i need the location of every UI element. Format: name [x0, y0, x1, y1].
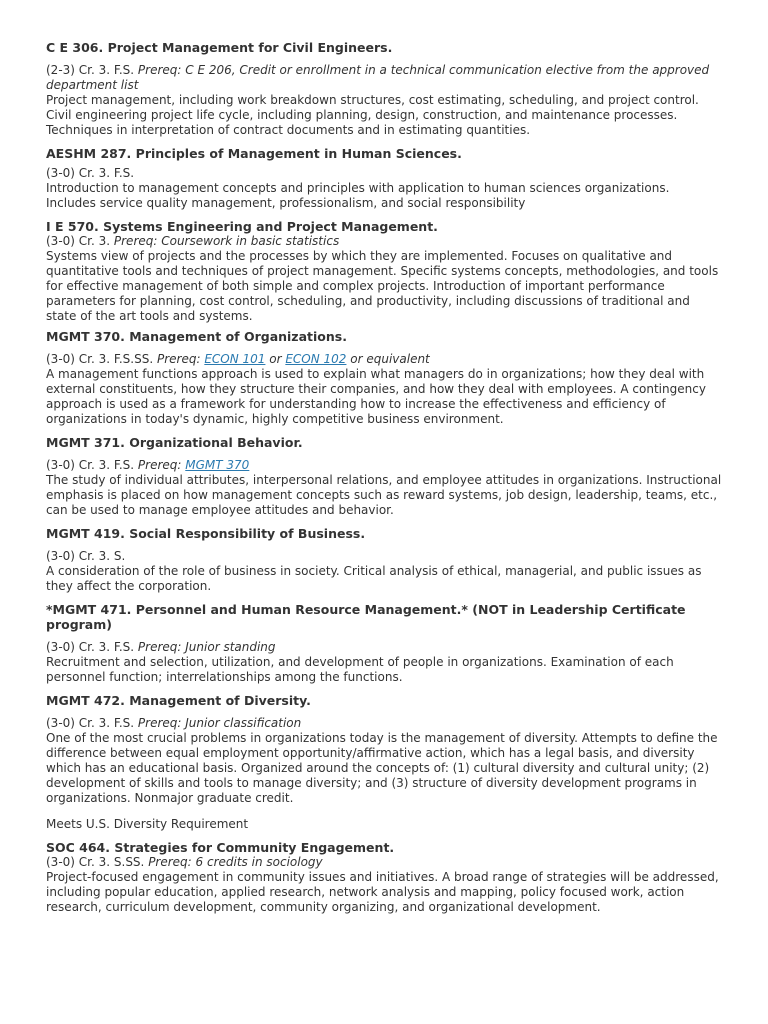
- course-meta: [46, 640, 722, 655]
- course-meta: [46, 716, 722, 731]
- course-description: Project-focused engagement in community issues and initiatives. A broad range of strategies will be addressed, including popular education, applied research, network analysis and mapping, policy focused work, action research, curriculum development, community organizing, and organizational development.: [46, 870, 719, 914]
- prereq-text: Prereq: C E 206, Credit or enrollment in a technical communication elective from the approved department list: [46, 63, 710, 92]
- course-title: SOC 464. Strategies for Community Engagement.: [46, 840, 395, 855]
- course-mgmt-471: [46, 602, 722, 685]
- course-meta: [46, 63, 722, 93]
- course-description: Recruitment and selection, utilization, and development of people in organizations. Examination of each personnel function; interrelationships among the functions.: [46, 655, 674, 684]
- course-description: A management functions approach is used to explain what managers do in organizations; how they deal with external constituents, how they structure their companies, and how they deal with employees. A contingency approach is used as a framework for understanding how to increase the effectiveness and efficiency of organizations in today's dynamic, highly competitive business environment.: [46, 367, 706, 426]
- course-description: A consideration of the role of business in society. Critical analysis of ethical, managerial, and public issues as they affect the corporation.: [46, 564, 702, 593]
- credits-text: (3-0) Cr. 3. F.S.SS.: [46, 352, 157, 366]
- course-ce-306: [46, 40, 722, 138]
- credits-text: (2-3) Cr. 3. F.S.: [46, 63, 138, 77]
- course-description: Systems view of projects and the processes by which they are implemented. Focuses on qualitative and quantitative tools and techniques of project management. Specific systems concepts, methodologies, and tools for effective management of both simple and complex projects. Introduction of important performance parameters for planning, cost control, scheduling, and productivity, including discussions of traditional and state of the art tools and systems.: [46, 249, 719, 323]
- course-soc-464: [46, 840, 722, 915]
- econ-102-link[interactable]: ECON 102: [285, 352, 347, 366]
- course-mgmt-370: [46, 329, 722, 427]
- course-title: MGMT 370. Management of Organizations.: [46, 329, 347, 344]
- econ-101-link[interactable]: ECON 101: [204, 352, 266, 366]
- course-title: I E 570. Systems Engineering and Project Management.: [46, 219, 438, 234]
- course-ie-570: [46, 219, 722, 324]
- course-title: C E 306. Project Management for Civil Engineers.: [46, 40, 393, 55]
- course-description: Introduction to management concepts and principles with application to human sciences organizations. Includes service quality management, professionalism, and social responsibility: [46, 181, 670, 210]
- course-title: AESHM 287. Principles of Management in Human Sciences.: [46, 146, 462, 161]
- course-meta: [46, 234, 722, 249]
- course-mgmt-472: [46, 693, 722, 832]
- prereq-text: Prereq: Coursework in basic statistics: [113, 234, 340, 248]
- credits-text: (3-0) Cr. 3. S.SS.: [46, 855, 149, 869]
- course-title: *MGMT 471. Personnel and Human Resource Management.* (NOT in Leadership Certificate program): [46, 602, 686, 632]
- course-meta: (3-0) Cr. 3. F.S.: [46, 166, 135, 180]
- prereq-text: Prereq: Junior standing: [137, 640, 276, 654]
- diversity-requirement-note: Meets U.S. Diversity Requirement: [46, 817, 249, 831]
- credits-text: (3-0) Cr. 3.: [46, 234, 114, 248]
- course-description: One of the most crucial problems in organizations today is the management of diversity. Attempts to define the difference between equal employment opportunity/affirmative action, which has a legal basis, and diversity which has an educational basis. Organized around the concepts of: (1) cultural diversity and cultural unity; (2) development of skills and tools to manage diversity; and (3) structure of diversity development programs in organizations. Nonmajor graduate credit.: [46, 731, 718, 805]
- prereq-label: Prereq:: [137, 458, 186, 472]
- course-title: MGMT 419. Social Responsibility of Business.: [46, 526, 366, 541]
- prereq-or: or: [265, 352, 286, 366]
- prereq-tail: or equivalent: [346, 352, 430, 366]
- credits-text: (3-0) Cr. 3. F.S.: [46, 716, 138, 730]
- course-description: Project management, including work breakdown structures, cost estimating, scheduling, and project control. Civil engineering project life cycle, including planning, design, construction, and maintenance processes. Techniques in interpretation of contract documents and in estimating quantities.: [46, 93, 699, 137]
- course-description: The study of individual attributes, interpersonal relations, and employee attitudes in organizations. Instructional emphasis is placed on how management concepts such as reward systems, job design, leadership, teams, etc., can be used to manage employee attitudes and behavior.: [46, 473, 722, 517]
- course-title: MGMT 371. Organizational Behavior.: [46, 435, 303, 450]
- prereq-text: Prereq: 6 credits in sociology: [148, 855, 323, 869]
- mgmt-370-link[interactable]: MGMT 370: [185, 458, 250, 472]
- prereq-label: Prereq:: [156, 352, 205, 366]
- course-mgmt-419: [46, 526, 722, 594]
- course-title: MGMT 472. Management of Diversity.: [46, 693, 311, 708]
- course-meta: [46, 352, 722, 367]
- course-aeshm-287: [46, 146, 722, 211]
- course-meta: (3-0) Cr. 3. S.: [46, 549, 126, 563]
- course-mgmt-371: [46, 435, 722, 518]
- prereq-text: Prereq: Junior classification: [137, 716, 302, 730]
- course-meta: [46, 458, 722, 473]
- course-meta: [46, 855, 722, 870]
- credits-text: (3-0) Cr. 3. F.S.: [46, 458, 138, 472]
- credits-text: (3-0) Cr. 3. F.S.: [46, 640, 138, 654]
